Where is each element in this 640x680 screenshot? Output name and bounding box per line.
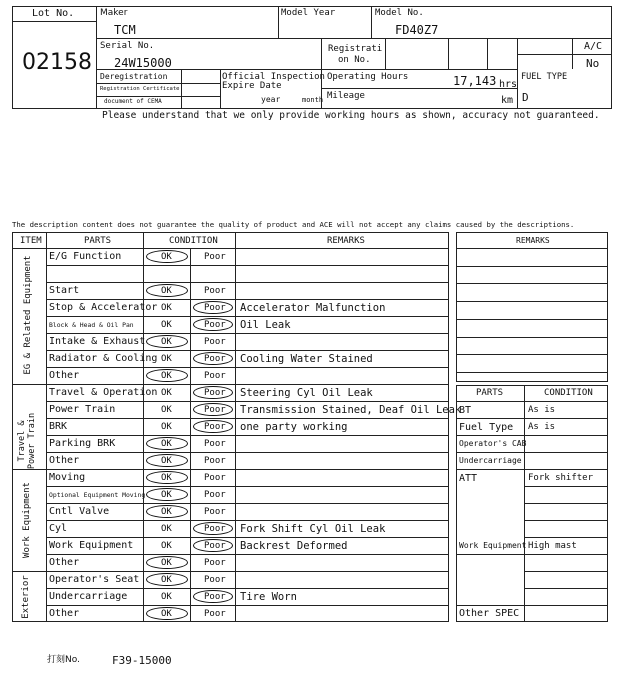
poor-circle-mark [193,590,233,603]
row-part: Optional Equipment Moving [49,491,146,499]
stamp-no-value: F39-15000 [112,654,172,667]
poor-label: Poor [204,354,226,364]
col-parts-header: PARTS [84,236,112,246]
ok-label: OK [161,405,172,415]
poor-circle-mark [193,301,233,314]
inspection-label-2: Expire Date [222,81,282,91]
row-part: Other [49,608,80,619]
poor-circle-mark [193,318,233,331]
ok-label: OK [161,524,172,534]
poor-label: Poor [204,609,226,619]
row-part: Other [49,370,80,381]
right-row-part: Operator's CAB [459,439,527,448]
right-row-condition: High mast [528,541,577,551]
right-row-part: ATT [459,473,478,484]
right-row-part: BT [459,405,472,416]
poor-label: Poor [204,303,226,313]
poor-label: Poor [204,439,226,449]
poor-label: Poor [204,405,226,415]
row-part: Radiator & Cooling [49,353,158,364]
right-row-part: Other SPEC [459,608,520,619]
row-part: Operator's Seat [49,574,140,585]
reg-cert-label: Registration Certificate [100,86,180,92]
poor-label: Poor [204,388,226,398]
row-remark: Fork Shift Cyl Oil Leak [240,523,386,535]
right-col-condition: CONDITION [544,388,593,398]
operating-hours-value: 17,143 [453,74,497,88]
ok-label: OK [161,558,172,568]
ok-circle-mark [146,573,188,586]
ok-circle-mark [146,284,188,297]
group-label-exterior: Exterior [21,575,31,619]
row-remark: Steering Cyl Oil Leak [240,387,373,399]
poor-circle-mark [193,420,233,433]
poor-circle-mark [193,539,233,552]
ac-value: No [586,57,600,70]
stamp-no-label: 打刻No. [47,655,80,665]
ok-label: OK [161,541,172,551]
ok-label: OK [161,354,172,364]
year-label: year [261,95,281,104]
ok-label: OK [161,320,172,330]
row-remark: one party working [240,421,348,433]
poor-label: Poor [204,524,226,534]
lot-no-value: 02158 [22,50,92,75]
registration-no-label-2: on No. [338,55,371,65]
right-col-parts: PARTS [476,388,504,398]
model-no-label: Model No. [375,8,424,18]
right-remarks-title: REMARKS [516,236,550,245]
ok-label: OK [161,388,172,398]
model-year-label: Model Year [281,8,336,18]
poor-circle-mark [193,522,233,535]
right-row-part: Fuel Type [459,422,514,433]
ok-label: OK [161,609,172,619]
ok-label: OK [161,507,172,517]
row-part: BRK [49,421,68,432]
ok-circle-mark [146,335,188,348]
row-remark: Oil Leak [240,319,291,331]
row-part: Undercarriage [49,591,128,602]
cema-label: document of CEMA [104,98,162,105]
ok-circle-mark [146,488,188,501]
row-part: Moving [49,472,86,483]
poor-label: Poor [204,575,226,585]
fuel-type-value: D [522,91,529,104]
poor-circle-mark [193,403,233,416]
row-part: Travel & Operation [49,387,158,398]
row-part: Cyl [49,523,68,534]
poor-label: Poor [204,337,226,347]
poor-label: Poor [204,592,226,602]
col-item-header: ITEM [20,236,42,246]
right-row-condition: As is [528,405,556,415]
maker-label: Maker [100,8,128,18]
ok-circle-mark [146,556,188,569]
hrs-label: hrs [499,79,518,90]
ok-circle-mark [146,607,188,620]
ok-label: OK [161,473,172,483]
group-label-travel: Travel & Power Train [17,412,37,470]
row-part: Parking BRK [49,438,116,449]
model-no-value: FD40Z7 [395,23,439,37]
disclaimer: The description content does not guarantee the quality of product and ACE will not accept any claims caused by the descriptions. [12,220,575,229]
row-remark: Cooling Water Stained [240,353,373,365]
poor-circle-mark [193,386,233,399]
fuel-type-label: FUEL TYPE [521,72,568,82]
ok-label: OK [161,286,172,296]
mileage-label: Mileage [327,91,365,101]
serial-no-value: 24W15000 [114,56,172,70]
poor-label: Poor [204,456,226,466]
ok-label: OK [161,575,172,585]
row-part: Other [49,557,80,568]
ok-circle-mark [146,471,188,484]
inspection-label-1: Official Inspection [222,72,325,82]
poor-label: Poor [204,558,226,568]
poor-label: Poor [204,490,226,500]
ok-label: OK [161,456,172,466]
right-row-part: Work Equipment [459,541,527,550]
ok-circle-mark [146,250,188,263]
row-part: Other [49,455,80,466]
poor-label: Poor [204,541,226,551]
row-remark: Accelerator Malfunction [240,302,386,314]
ok-circle-mark [146,505,188,518]
row-part: E/G Function [49,251,122,262]
poor-label: Poor [204,371,226,381]
row-remark: Tire Worn [240,591,297,603]
poor-label: Poor [204,473,226,483]
ok-label: OK [161,422,172,432]
registration-no-label-1: Registrati [328,44,383,54]
row-part: Power Train [49,404,116,415]
ok-circle-mark [146,369,188,382]
col-condition-header: CONDITION [169,236,218,246]
col-remarks-header: REMARKS [327,236,365,246]
ac-label: A/C [584,41,603,52]
ok-label: OK [161,371,172,381]
right-row-condition: As is [528,422,556,432]
ok-label: OK [161,592,172,602]
row-remark: Backrest Deformed [240,540,348,552]
row-part: Intake & Exhaust [49,336,146,347]
group-label-eg: EG & Related Equipment [23,255,33,375]
poor-label: Poor [204,422,226,432]
accuracy-note: Please understand that we only provide working hours as shown, accuracy not guaranteed. [102,110,600,121]
ok-circle-mark [146,437,188,450]
operating-hours-label: Operating Hours [327,72,409,82]
ok-label: OK [161,303,172,313]
ok-label: OK [161,337,172,347]
ok-label: OK [161,252,172,262]
poor-label: Poor [204,320,226,330]
deregistration-label: Deregistration [100,72,168,81]
row-part: Start [49,285,80,296]
ok-label: OK [161,439,172,449]
serial-no-label: Serial No. [100,41,155,51]
right-row-condition: Fork shifter [528,473,594,483]
ok-circle-mark [146,454,188,467]
row-remark: Transmission Stained, Deaf Oil Leak [240,404,462,416]
row-part: Block & Head & Oil Pan [49,321,134,329]
row-part: Cntl Valve [49,506,110,517]
poor-label: Poor [204,252,226,262]
maker-value: TCM [114,23,136,37]
row-part: Work Equipment [49,540,134,551]
ok-label: OK [161,490,172,500]
month-label: month [302,96,324,104]
row-part: Stop & Accelerator [49,302,158,313]
right-row-part: Undercarriage [459,456,522,465]
lot-no-label: Lot No. [32,8,75,19]
group-label-work: Work Equipment [22,482,32,558]
poor-circle-mark [193,352,233,365]
poor-label: Poor [204,507,226,517]
km-label: km [501,95,514,106]
poor-label: Poor [204,286,226,296]
